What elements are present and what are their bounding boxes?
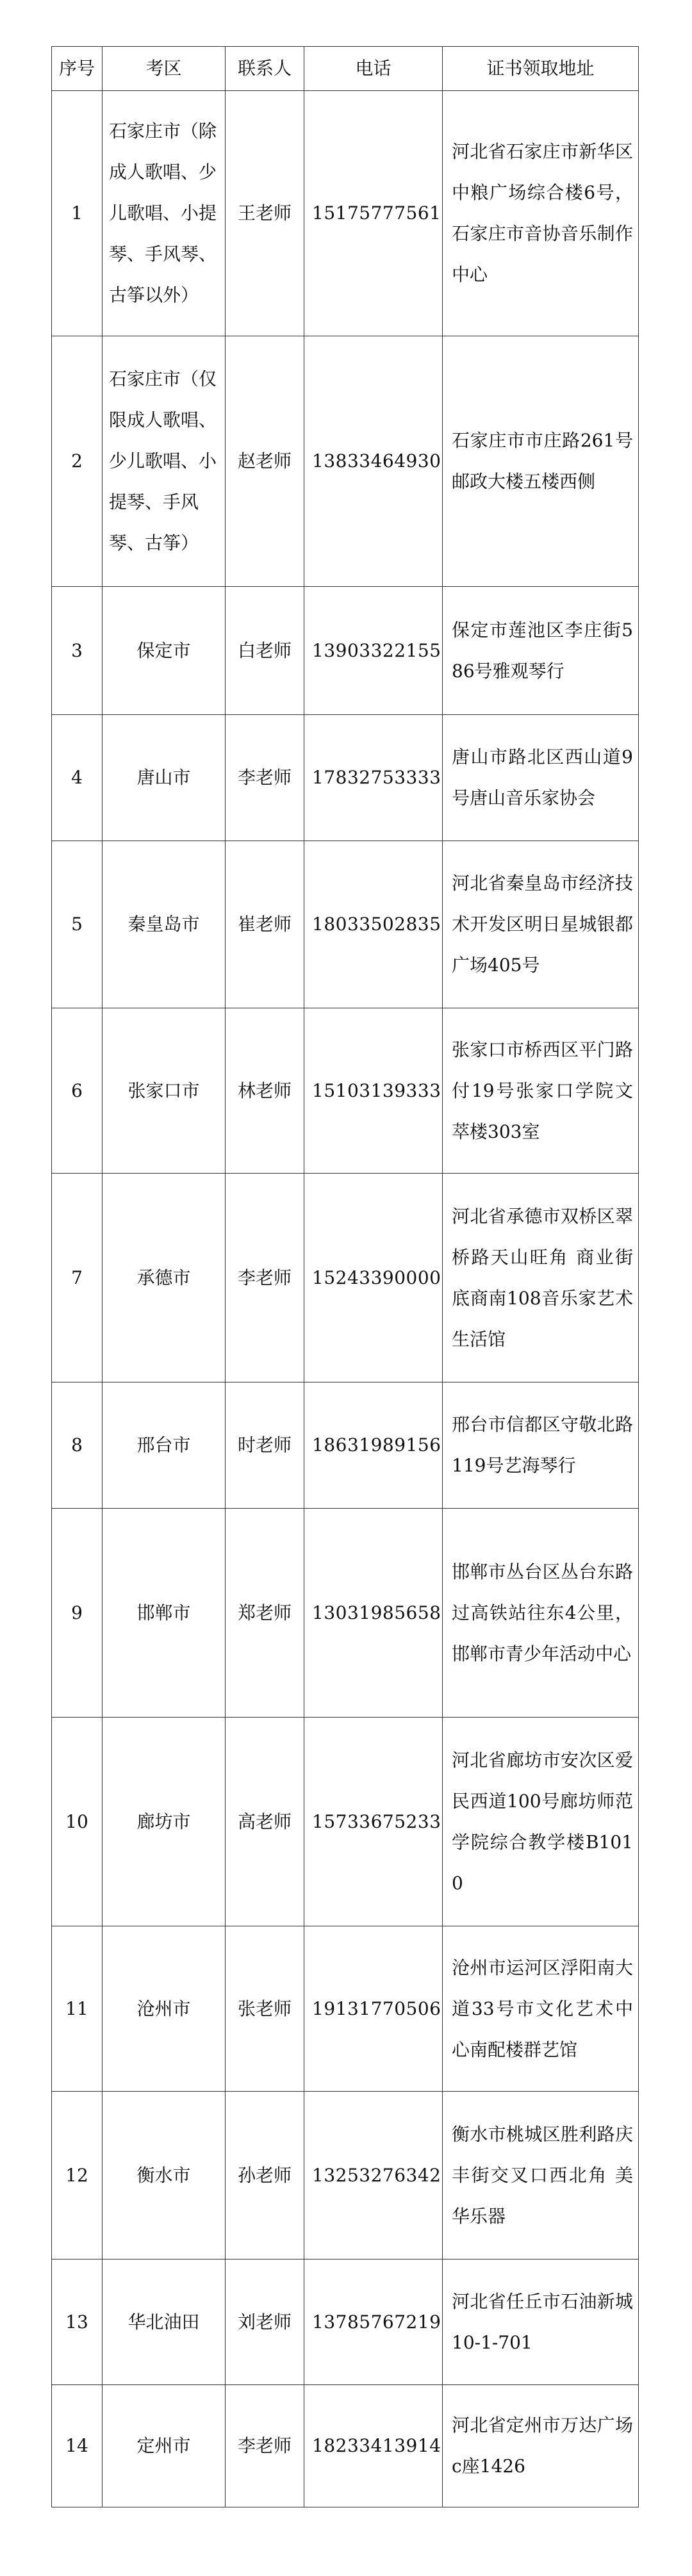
certificate-address-table (51, 46, 639, 2507)
cell-phone: 18033502835 (304, 841, 443, 1008)
cell-phone: 15175777561 (304, 91, 443, 336)
cell-no: 8 (52, 1382, 103, 1509)
cell-no: 2 (52, 336, 103, 587)
cell-address: 保定市莲池区李庄街586号雅观琴行 (443, 587, 639, 715)
cell-no: 4 (52, 715, 103, 841)
table-row (52, 587, 639, 715)
table-row (52, 1382, 639, 1509)
cell-address: 河北省承德市双桥区翠桥路天山旺角 商业街底商南108音乐家艺术生活馆 (443, 1174, 639, 1382)
cell-contact: 时老师 (226, 1382, 304, 1509)
table-row (52, 1174, 639, 1382)
cell-phone: 15103139333 (304, 1008, 443, 1174)
cell-contact: 高老师 (226, 1718, 304, 1926)
cell-area: 衡水市 (103, 2092, 226, 2260)
cell-address: 河北省廊坊市安次区爱民西道100号廊坊师范学院综合教学楼B1010 (443, 1718, 639, 1926)
cell-phone: 17832753333 (304, 715, 443, 841)
table-row (52, 1926, 639, 2092)
cell-area: 承德市 (103, 1174, 226, 1382)
table-row (52, 2260, 639, 2385)
cell-no: 10 (52, 1718, 103, 1926)
cell-area: 沧州市 (103, 1926, 226, 2092)
cell-area: 石家庄市（仅限成人歌唱、少儿歌唱、小提琴、手风琴、古筝） (103, 336, 226, 587)
cell-contact: 李老师 (226, 1174, 304, 1382)
table-row (52, 336, 639, 587)
cell-no: 12 (52, 2092, 103, 2260)
table-header-row (52, 47, 639, 91)
cell-contact: 王老师 (226, 91, 304, 336)
cell-address: 衡水市桃城区胜利路庆丰街交叉口西北角 美华乐器 (443, 2092, 639, 2260)
table-row (52, 2092, 639, 2260)
cell-area: 定州市 (103, 2385, 226, 2507)
table-row (52, 2385, 639, 2507)
cell-phone: 13031985658 (304, 1509, 443, 1718)
cell-address: 石家庄市市庄路261号邮政大楼五楼西侧 (443, 336, 639, 587)
cell-address: 邯郸市丛台区丛台东路过高铁站往东4公里，邯郸市青少年活动中心 (443, 1509, 639, 1718)
cell-phone: 15733675233 (304, 1718, 443, 1926)
cell-phone: 13785767219 (304, 2260, 443, 2385)
cell-phone: 19131770506 (304, 1926, 443, 2092)
cell-address: 张家口市桥西区平门路付19号张家口学院文萃楼303室 (443, 1008, 639, 1174)
header-area: 考区 (103, 47, 226, 91)
cell-contact: 郑老师 (226, 1509, 304, 1718)
cell-phone: 13833464930 (304, 336, 443, 587)
cell-address: 河北省石家庄市新华区中粮广场综合楼6号，石家庄市音协音乐制作中心 (443, 91, 639, 336)
cell-no: 13 (52, 2260, 103, 2385)
table-row (52, 715, 639, 841)
certificate-address-table-container (51, 46, 638, 2507)
header-no: 序号 (52, 47, 103, 91)
cell-area: 唐山市 (103, 715, 226, 841)
cell-no: 7 (52, 1174, 103, 1382)
table-row (52, 91, 639, 336)
cell-contact: 崔老师 (226, 841, 304, 1008)
cell-area: 张家口市 (103, 1008, 226, 1174)
cell-address: 沧州市运河区浮阳南大道33号市文化艺术中心南配楼群艺馆 (443, 1926, 639, 2092)
header-phone: 电话 (304, 47, 443, 91)
cell-contact: 白老师 (226, 587, 304, 715)
cell-phone: 13903322155 (304, 587, 443, 715)
header-contact: 联系人 (226, 47, 304, 91)
cell-area: 保定市 (103, 587, 226, 715)
cell-contact: 赵老师 (226, 336, 304, 587)
cell-contact: 孙老师 (226, 2092, 304, 2260)
cell-area: 邢台市 (103, 1382, 226, 1509)
cell-area: 廊坊市 (103, 1718, 226, 1926)
table-row (52, 1008, 639, 1174)
cell-contact: 张老师 (226, 1926, 304, 2092)
cell-address: 河北省任丘市石油新城10-1-701 (443, 2260, 639, 2385)
cell-address: 河北省秦皇岛市经济技术开发区明日星城银都广场405号 (443, 841, 639, 1008)
cell-no: 9 (52, 1509, 103, 1718)
cell-contact: 刘老师 (226, 2260, 304, 2385)
cell-no: 6 (52, 1008, 103, 1174)
cell-area: 石家庄市（除成人歌唱、少儿歌唱、小提琴、手风琴、古筝以外） (103, 91, 226, 336)
cell-contact: 李老师 (226, 2385, 304, 2507)
cell-address: 邢台市信都区守敬北路119号艺海琴行 (443, 1382, 639, 1509)
cell-contact: 李老师 (226, 715, 304, 841)
cell-contact: 林老师 (226, 1008, 304, 1174)
cell-phone: 18233413914 (304, 2385, 443, 2507)
cell-phone: 13253276342 (304, 2092, 443, 2260)
cell-area: 秦皇岛市 (103, 841, 226, 1008)
cell-no: 1 (52, 91, 103, 336)
cell-phone: 15243390000 (304, 1174, 443, 1382)
cell-area: 华北油田 (103, 2260, 226, 2385)
cell-area: 邯郸市 (103, 1509, 226, 1718)
cell-no: 5 (52, 841, 103, 1008)
table-row (52, 841, 639, 1008)
cell-no: 3 (52, 587, 103, 715)
table-row (52, 1718, 639, 1926)
table-row (52, 1509, 639, 1718)
cell-address: 唐山市路北区西山道9号唐山音乐家协会 (443, 715, 639, 841)
header-address: 证书领取地址 (443, 47, 639, 91)
cell-no: 14 (52, 2385, 103, 2507)
cell-phone: 18631989156 (304, 1382, 443, 1509)
cell-no: 11 (52, 1926, 103, 2092)
cell-address: 河北省定州市万达广场c座1426 (443, 2385, 639, 2507)
